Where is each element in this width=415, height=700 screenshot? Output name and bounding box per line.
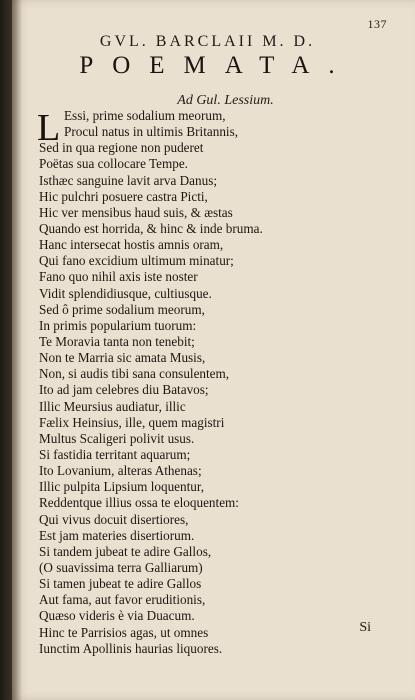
poem-line: Multus Scaligeri polivit usus. bbox=[39, 430, 195, 446]
poem-subtitle: Ad Gul. Lessium. bbox=[177, 93, 274, 108]
catchword: Si bbox=[359, 620, 371, 635]
poem-line: Isthæc sanguine lavit arva Danus; bbox=[39, 172, 217, 188]
poem-line: Aut fama, aut favor eruditionis, bbox=[39, 592, 206, 608]
poem-line: Reddentque illius ossa te eloquentem: bbox=[39, 495, 239, 511]
poem-line: (O suavissima terra Galliarum) bbox=[39, 559, 203, 575]
poem-line: Qui vivus docuit disertiores, bbox=[39, 511, 189, 527]
poem-line: Hinc te Parrisios agas, ut omnes bbox=[39, 624, 209, 640]
poem-line: Si tamen jubeat te adire Gallos bbox=[39, 576, 202, 592]
poem-line: Fano quo nihil axis iste noster bbox=[39, 269, 198, 285]
poem-line: Hic pulchri posuere castra Picti, bbox=[39, 188, 208, 204]
page-title: POEMATA. bbox=[79, 52, 354, 79]
poem-line: Est jam materies disertiorum. bbox=[39, 527, 195, 543]
running-head: GVL. BARCLAII M. D. bbox=[99, 33, 316, 50]
poem-line: Vidit splendidiusque, cultiusque. bbox=[39, 285, 212, 301]
poem-line: Sed ô prime sodalium meorum, bbox=[39, 301, 205, 317]
drop-cap-initial: L bbox=[37, 107, 61, 149]
poem-line: Quæso videris è via Duacum. bbox=[39, 608, 195, 624]
poem-line: In primis popularium tuorum: bbox=[39, 317, 197, 333]
poem-line: Fælix Heinsius, ille, quem magistri bbox=[39, 414, 225, 430]
poem-line: Non, si audis tibi sana consulentem, bbox=[39, 366, 230, 382]
poem-line: Non te Marria sic amata Musis, bbox=[39, 350, 206, 366]
poem-line: Qui fano excidium ultimum minatur; bbox=[39, 253, 234, 269]
poem-line: Essi, prime sodalium meorum, bbox=[64, 108, 226, 123]
poem-line: Sed in qua regione non puderet bbox=[39, 140, 204, 156]
poem-line: Poëtas sua collocare Tempe. bbox=[39, 156, 188, 172]
poem-body bbox=[39, 108, 389, 657]
poem-line: Hanc intersecat hostis amnis oram, bbox=[39, 237, 224, 253]
poem-line: Si fastidia territant aquarum; bbox=[39, 446, 191, 462]
poem-line: Si tandem jubeat te adire Gallos, bbox=[39, 543, 212, 559]
poem-line: Procul natus in ultimis Britannis, bbox=[64, 124, 239, 140]
poem-line: Illic pulpita Lipsium loquentur, bbox=[39, 479, 205, 495]
poem-line: Iunctim Apollinis haurias liquores. bbox=[39, 640, 223, 656]
poem-line: Ito Lovanium, alteras Athenas; bbox=[39, 463, 202, 479]
page-number: 137 bbox=[367, 17, 387, 31]
poem-line: Illic Meursius audiatur, illic bbox=[39, 398, 186, 414]
poem-line: Quando est horrida, & hinc & inde bruma. bbox=[39, 220, 263, 236]
poem-line: Hic ver mensibus haud suis, & æstas bbox=[39, 204, 233, 220]
poem-line: Ito ad jam celebres diu Batavos; bbox=[39, 382, 209, 398]
poem-line: Te Moravia tanta non tenebit; bbox=[39, 333, 195, 349]
